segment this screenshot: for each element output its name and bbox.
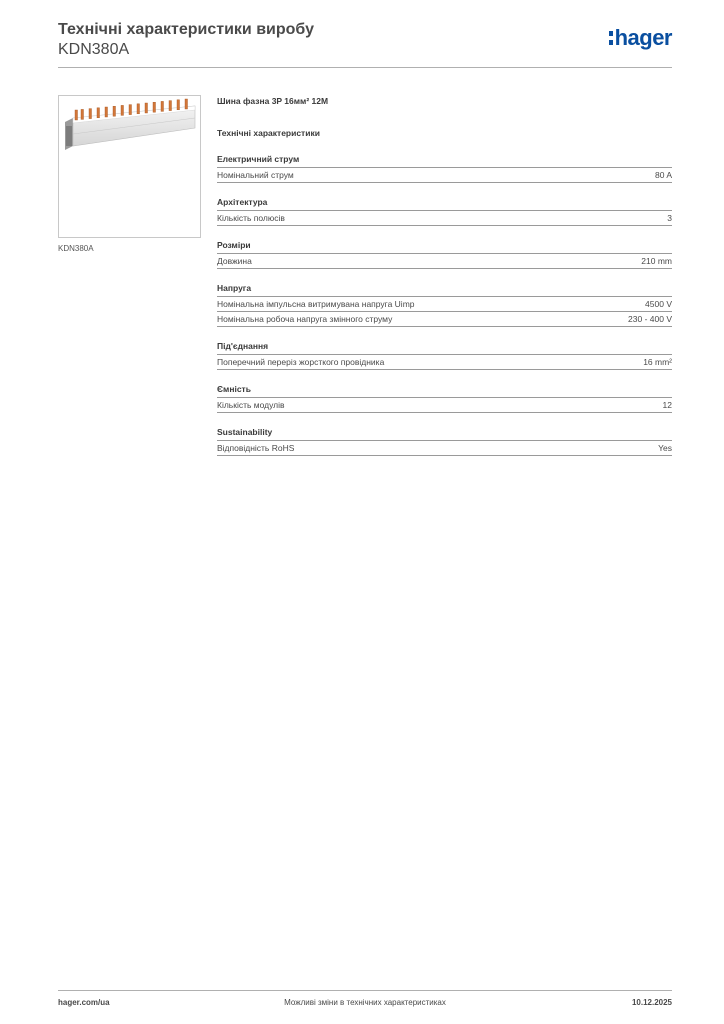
product-code: KDN380A [58,41,130,58]
spec-row [217,211,672,226]
spec-value: 210 mm [641,256,672,266]
spec-value: 3 [667,213,672,223]
spec-row [217,312,672,327]
spec-row [217,297,672,312]
spec-group [217,154,672,183]
group-title: Під'єднання [217,341,672,355]
section-heading: Технічні характеристики [217,128,320,138]
spec-group [217,283,672,327]
group-title: Ємність [217,384,672,398]
spec-row [217,398,672,413]
spec-row [217,168,672,183]
spec-label: Номінальний струм [217,170,294,180]
group-title: Архітектура [217,197,672,211]
image-caption: KDN380A [58,244,94,253]
footer-date: 10.12.2025 [631,998,672,1007]
group-title: Sustainability [217,427,672,441]
group-title: Електричний струм [217,154,672,168]
footer-divider [58,990,672,991]
spec-value: 230 - 400 V [628,314,672,324]
spec-value: 16 mm² [643,357,672,367]
page-header [58,20,672,60]
group-title: Розміри [217,240,672,254]
group-title: Напруга [217,283,672,297]
spec-label: Кількість полюсів [217,213,285,223]
spec-label: Номінальна робоча напруга змінного струму [217,314,393,324]
spec-label: Кількість модулів [217,400,285,410]
spec-group [217,384,672,413]
busbar-illustration [59,96,200,237]
spec-label: Номінальна імпульсна витримувана напруга Uimp [217,299,415,309]
spec-value: 80 A [654,170,672,180]
product-name: Шина фазна 3P 16мм² 12M [217,96,329,106]
header-divider [58,67,672,68]
spec-row [217,441,672,456]
spec-group [217,197,672,226]
website-link[interactable]: hager.com/ua [58,998,110,1007]
spec-label: Поперечний переріз жорсткого провідника [217,357,385,367]
spec-label: Відповідність RoHS [217,443,295,453]
hager-logo [609,26,672,50]
spec-value: 12 [662,400,672,410]
footer-note: Можливі зміни в технічних характеристиках [284,998,446,1007]
logo-text: hager [614,25,672,50]
spec-group [217,341,672,370]
spec-label: Довжина [217,256,252,266]
logo-colon-icon [609,31,613,45]
spec-group [217,240,672,269]
spec-group [217,427,672,456]
spec-row [217,254,672,269]
spec-value: Yes [658,443,672,453]
product-image [58,95,201,238]
spec-row [217,355,672,370]
spec-value: 4500 V [645,299,672,309]
spec-content [217,96,672,456]
document-title: Технічні характеристики виробу [58,21,314,38]
